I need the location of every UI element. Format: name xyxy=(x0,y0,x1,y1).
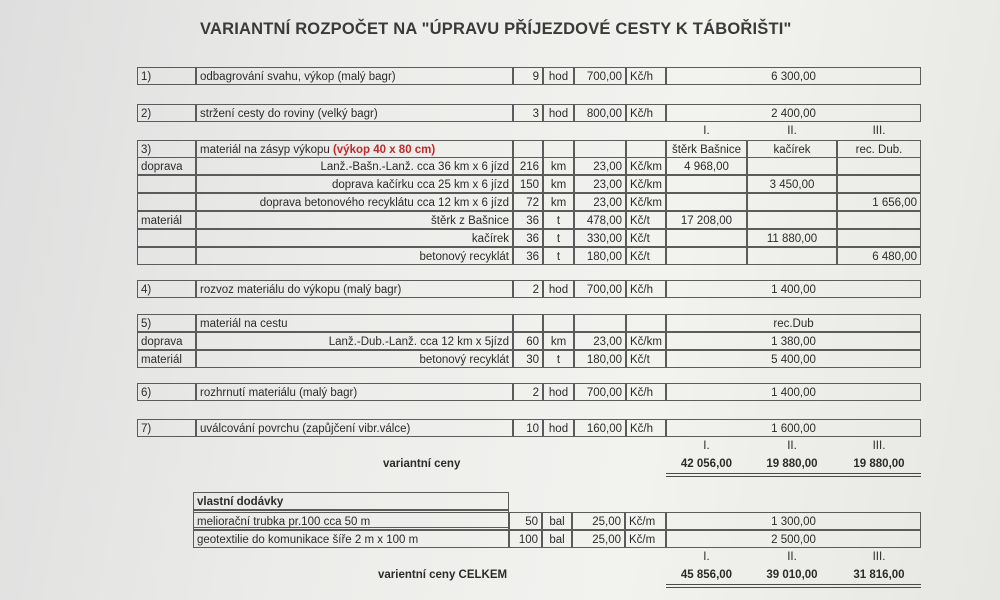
row-description-text: materiál na zásyp výkopu xyxy=(200,144,333,156)
row-rate-unit xyxy=(626,140,666,158)
material-header: rec.Dub xyxy=(666,314,921,332)
row-unit: hod xyxy=(543,67,574,85)
row-quantity xyxy=(513,140,543,158)
row-rate-unit: Kč/t xyxy=(626,211,666,229)
row-number: 3) xyxy=(137,140,196,158)
supply-rate-unit: Kč/m xyxy=(625,530,666,548)
row-quantity: 150 xyxy=(513,175,543,193)
supply-quantity: 50 xyxy=(509,512,542,530)
row-total: 6 300,00 xyxy=(666,67,921,85)
variant-name-2: kačírek xyxy=(747,140,837,158)
variant-1-value xyxy=(666,193,747,211)
row-rate-unit: Kč/h xyxy=(626,419,666,437)
row-description: uválcování povrchu (zapůjčení vibr.válce) xyxy=(196,419,513,437)
row-rate-unit: Kč/km xyxy=(626,157,666,175)
variant-1-value xyxy=(666,175,747,193)
supply-description: geotextilie do komunikace šíře 2 m x 100 m xyxy=(193,530,509,548)
row-description: štěrk z Bašnice xyxy=(196,211,513,229)
row-description: Lanž.-Dub.-Lanž. cca 12 km x 5jízd xyxy=(196,332,513,350)
variant-name-3: rec. Dub. xyxy=(837,140,921,158)
row-unit: t xyxy=(543,247,574,265)
row-rate-unit: Kč/h xyxy=(626,67,666,85)
subtotal-underline xyxy=(666,473,921,474)
variant-3-value xyxy=(837,229,921,247)
variant-1-value: 17 208,00 xyxy=(666,211,747,229)
category-label xyxy=(137,229,196,247)
row-description: Lanž.-Bašn.-Lanž. cca 36 km x 6 jízd xyxy=(196,157,513,175)
variant-2-value: 11 880,00 xyxy=(747,229,837,247)
row-total: 2 400,00 xyxy=(666,104,921,122)
category-label xyxy=(137,175,196,193)
variant-header-1: I. xyxy=(703,125,710,137)
variant-3-value xyxy=(837,157,921,175)
variant-1-value xyxy=(666,229,747,247)
row-quantity: 30 xyxy=(513,350,543,368)
subtotal-header-1: I. xyxy=(703,440,710,452)
row-unit-price: 23,00 xyxy=(574,193,626,211)
row-unit-price: 330,00 xyxy=(574,229,626,247)
grand-total-header-2: II. xyxy=(787,551,797,563)
supply-unit-price: 25,00 xyxy=(572,512,625,530)
row-quantity: 2 xyxy=(513,383,543,401)
row-unit-price: 180,00 xyxy=(574,247,626,265)
row-description: rozhrnutí materiálu (malý bagr) xyxy=(196,383,513,401)
row-description: doprava kačírku cca 25 km x 6 jízd xyxy=(196,175,513,193)
row-description xyxy=(196,140,513,158)
row-unit-price: 180,00 xyxy=(574,350,626,368)
subtotal-variant-1: 42 056,00 xyxy=(680,458,733,470)
subtotal-header-3: III. xyxy=(872,440,886,452)
row-number: 2) xyxy=(137,104,196,122)
supply-rate-unit: Kč/m xyxy=(625,512,666,530)
row-rate-unit: Kč/h xyxy=(626,383,666,401)
subtotal-variant-2: 19 880,00 xyxy=(766,458,818,470)
row-quantity: 60 xyxy=(513,332,543,350)
row-quantity xyxy=(513,314,543,332)
row-unit-price: 700,00 xyxy=(574,280,626,298)
row-rate-unit: Kč/h xyxy=(626,104,666,122)
row-quantity: 72 xyxy=(513,193,543,211)
excavation-note: (výkop 40 x 80 cm) xyxy=(332,144,436,156)
row-unit-price: 23,00 xyxy=(574,157,626,175)
row-unit-price: 700,00 xyxy=(574,67,626,85)
row-total: 1 380,00 xyxy=(666,332,921,350)
row-rate-unit: Kč/t xyxy=(626,247,666,265)
row-quantity: 9 xyxy=(513,67,543,85)
row-rate-unit: Kč/h xyxy=(626,280,666,298)
row-unit: hod xyxy=(543,104,574,122)
row-number: 4) xyxy=(137,280,196,298)
category-label: doprava xyxy=(137,157,196,175)
row-unit xyxy=(543,140,574,158)
row-unit: t xyxy=(543,211,574,229)
supply-unit-price: 25,00 xyxy=(572,530,625,548)
variant-2-value xyxy=(747,157,837,175)
variant-1-value: 4 968,00 xyxy=(666,157,747,175)
subtotal-header-2: II. xyxy=(787,440,797,452)
row-unit-price: 800,00 xyxy=(574,104,626,122)
row-rate-unit: Kč/km xyxy=(626,193,666,211)
row-unit-price: 160,00 xyxy=(574,419,626,437)
variant-3-value: 6 480,00 xyxy=(837,247,921,265)
row-unit: hod xyxy=(543,419,574,437)
row-unit: km xyxy=(543,332,574,350)
row-unit-price xyxy=(574,140,626,158)
row-unit-price xyxy=(574,314,626,332)
grand-total-variant-2: 39 010,00 xyxy=(766,569,818,581)
variant-name-1: štěrk Bašnice xyxy=(666,140,747,158)
row-unit: hod xyxy=(543,280,574,298)
category-label: materiál xyxy=(137,211,196,229)
row-description: materiál na cestu xyxy=(196,314,513,332)
row-total: 5 400,00 xyxy=(666,350,921,368)
row-number: 7) xyxy=(137,419,196,437)
row-unit: t xyxy=(543,229,574,247)
row-description: betonový recyklát xyxy=(196,247,513,265)
variant-2-value xyxy=(747,247,837,265)
page-title: VARIANTNÍ ROZPOČET NA "ÚPRAVU PŘÍJEZDOVÉ CESTY K TÁBOŘIŠTI" xyxy=(200,20,792,38)
row-number: 1) xyxy=(137,67,196,85)
row-unit-price: 23,00 xyxy=(574,332,626,350)
row-total: 1 600,00 xyxy=(666,419,921,437)
row-unit-price: 23,00 xyxy=(574,175,626,193)
variant-header-3: III. xyxy=(872,125,886,137)
row-rate-unit: Kč/t xyxy=(626,350,666,368)
category-label: doprava xyxy=(137,332,196,350)
row-unit xyxy=(543,314,574,332)
row-description: doprava betonového recyklátu cca 12 km x 6 jízd xyxy=(196,193,513,211)
row-description: kačírek xyxy=(196,229,513,247)
row-quantity: 36 xyxy=(513,247,543,265)
grand-total-header-3: III. xyxy=(872,551,886,563)
subtotal-variant-3: 19 880,00 xyxy=(853,458,905,470)
category-label xyxy=(137,247,196,265)
row-unit: km xyxy=(543,175,574,193)
row-total: 1 400,00 xyxy=(666,280,921,298)
supply-total: 1 300,00 xyxy=(666,512,921,530)
grand-total-underline xyxy=(666,584,921,585)
row-unit: hod xyxy=(543,383,574,401)
category-label: materiál xyxy=(137,350,196,368)
supply-unit: bal xyxy=(542,512,572,530)
variant-header-2: II. xyxy=(787,125,797,137)
supply-total: 2 500,00 xyxy=(666,530,921,548)
row-description: stržení cesty do roviny (velký bagr) xyxy=(196,104,513,122)
row-quantity: 216 xyxy=(513,157,543,175)
row-rate-unit: Kč/t xyxy=(626,229,666,247)
supply-quantity: 100 xyxy=(509,530,542,548)
row-quantity: 36 xyxy=(513,211,543,229)
variant-2-value xyxy=(747,211,837,229)
row-rate-unit xyxy=(626,314,666,332)
row-number: 5) xyxy=(137,314,196,332)
variant-1-value xyxy=(666,247,747,265)
row-unit-price: 478,00 xyxy=(574,211,626,229)
subtotal-underline-double xyxy=(666,476,921,477)
grand-total-label: varientní ceny CELKEM xyxy=(378,569,508,581)
row-total: 1 400,00 xyxy=(666,383,921,401)
row-description: betonový recyklát xyxy=(196,350,513,368)
supply-unit: bal xyxy=(542,530,572,548)
row-description: odbagrování svahu, výkop (malý bagr) xyxy=(196,67,513,85)
row-quantity: 36 xyxy=(513,229,543,247)
row-quantity: 10 xyxy=(513,419,543,437)
variant-3-value xyxy=(837,211,921,229)
variant-2-value xyxy=(747,193,837,211)
grand-total-variant-1: 45 856,00 xyxy=(680,569,733,581)
subtotal-label: variantní ceny xyxy=(383,458,461,470)
category-label xyxy=(137,193,196,211)
row-quantity: 3 xyxy=(513,104,543,122)
own-supplies-header: vlastní dodávky xyxy=(193,492,509,510)
variant-2-value: 3 450,00 xyxy=(747,175,837,193)
row-rate-unit: Kč/km xyxy=(626,175,666,193)
row-unit: t xyxy=(543,350,574,368)
grand-total-underline-double xyxy=(666,587,921,588)
grand-total-header-1: I. xyxy=(703,551,710,563)
grand-total-variant-3: 31 816,00 xyxy=(853,569,905,581)
row-description: rozvoz materiálu do výkopu (malý bagr) xyxy=(196,280,513,298)
row-quantity: 2 xyxy=(513,280,543,298)
row-unit-price: 700,00 xyxy=(574,383,626,401)
variant-3-value: 1 656,00 xyxy=(837,193,921,211)
row-rate-unit: Kč/km xyxy=(626,332,666,350)
variant-3-value xyxy=(837,175,921,193)
row-unit: km xyxy=(543,157,574,175)
supply-description: meliorační trubka pr.100 cca 50 m xyxy=(193,512,509,530)
row-unit: km xyxy=(543,193,574,211)
row-number: 6) xyxy=(137,383,196,401)
